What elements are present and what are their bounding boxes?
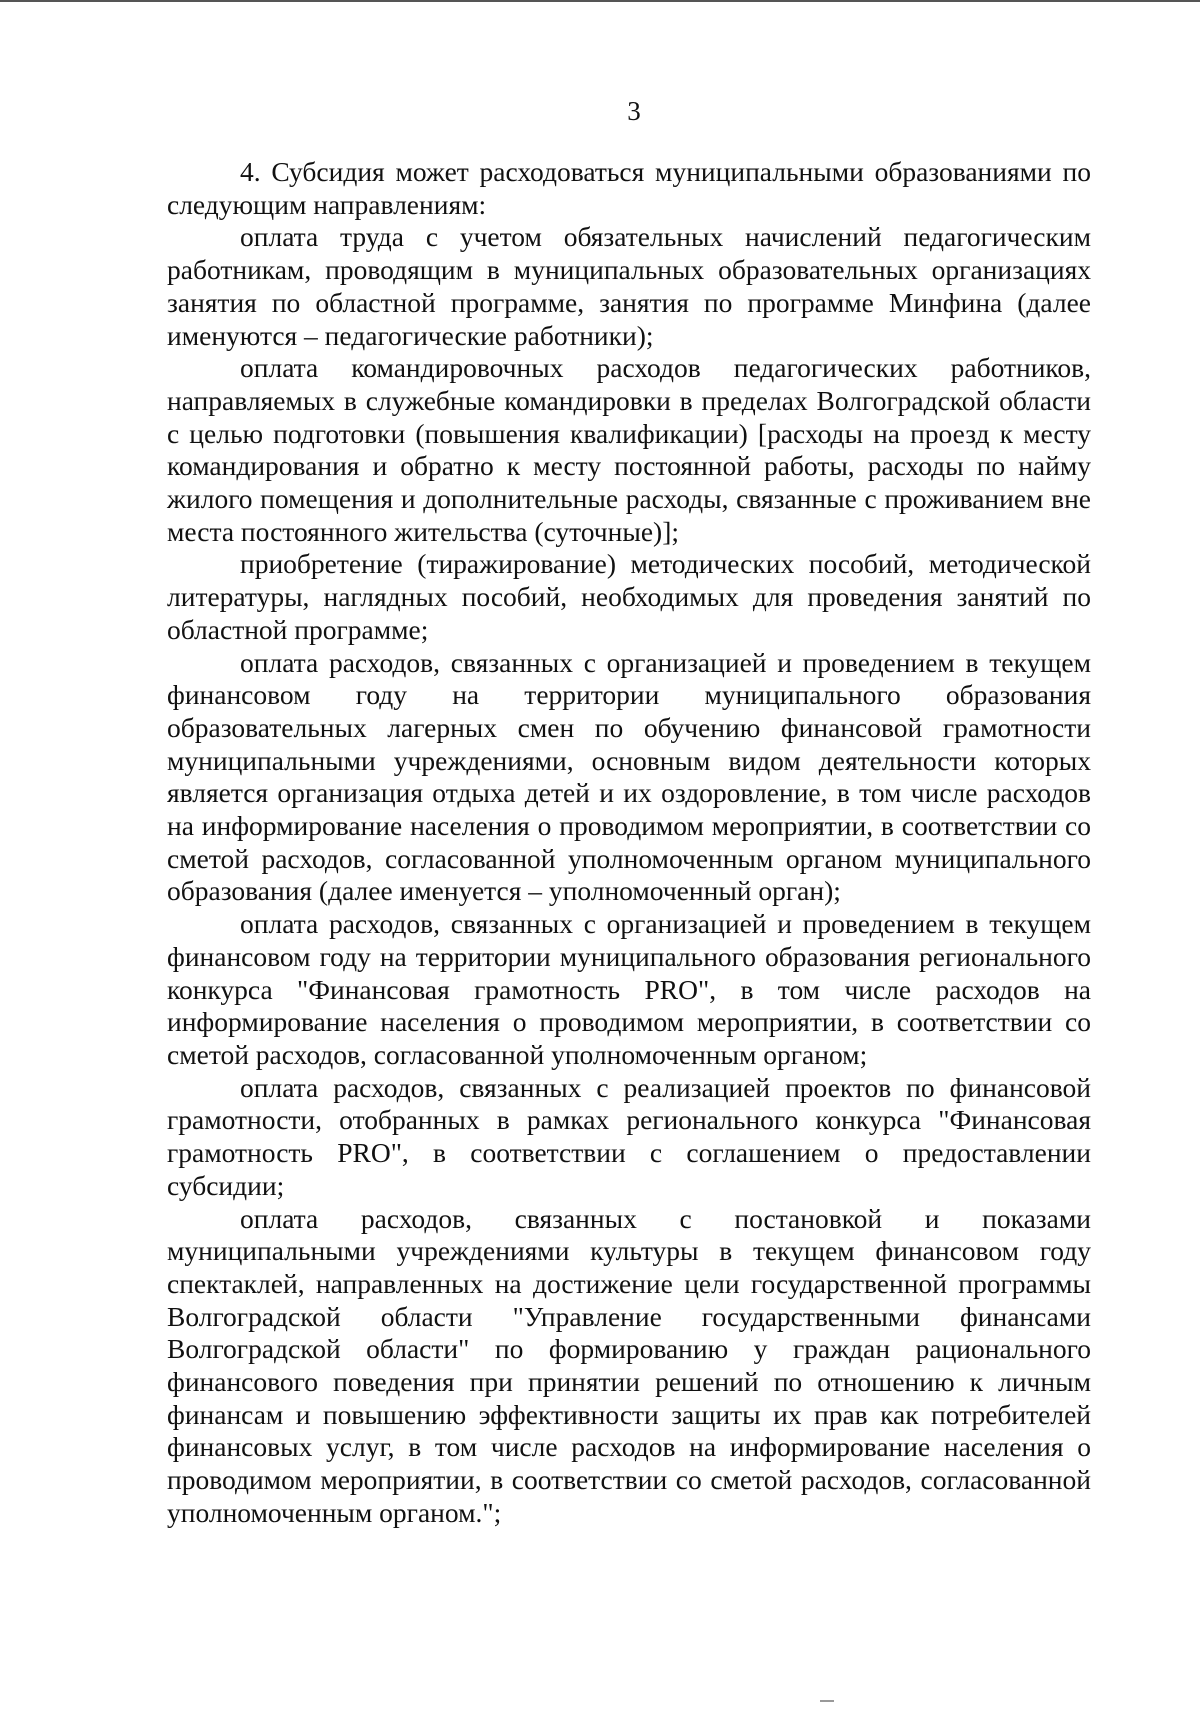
scan-top-edge-line <box>0 0 1200 2</box>
paragraph-camp-shifts: оплата расходов, связанных с организацией и проведением в текущем финансовом году на территории муниципального образования образовательных лагерных смен по обучению финансовой грамотности муниципальными учреждениями, основным видом деятельности которых является организация отдыха детей и их оздоровление, в том числе расходов на информирование населения о проводимом мероприятии, в соответствии со сметой расходов, согласованной уполномоченным органом муниципального образования (далее именуется – уполномоченный орган); <box>167 646 1091 907</box>
paragraph-teacher-salary: оплата труда с учетом обязательных начислений педагогическим работникам, проводящим в муниципальных образовательных организациях занятия по областной программе, занятия по программе Минфина (далее именуются – педагогические работники); <box>167 221 1091 351</box>
paragraph-theatre-performances: оплата расходов, связанных с постановкой и показами муниципальными учреждениями культуры в текущем финансовом году спектаклей, направленных на достижение цели государственной программы Волгоградской области "Управление государственными финансами Волгоградской области" по формированию у граждан рационального финансового поведения при принятии решений по отношению к личным финансам и повышению эффективности защиты их прав как потребителей финансовых услуг, в том числе расходов на информирование населения о проводимом мероприятии, в соответствии со сметой расходов, согласованной уполномоченным органом."; <box>167 1202 1091 1528</box>
scan-artifact-mark <box>820 1700 834 1702</box>
paragraph-methodical-materials: приобретение (тиражирование) методических пособий, методической литературы, наглядных пособий, необходимых для проведения занятий по областной программе; <box>167 548 1091 645</box>
paragraph-subsidy-directions: 4. Субсидия может расходоваться муниципальными образованиями по следующим направлениям: <box>167 156 1091 220</box>
document-body <box>167 156 1091 1530</box>
page-number: 3 <box>627 96 641 126</box>
paragraph-regional-contest: оплата расходов, связанных с организацией и проведением в текущем финансовом году на территории муниципального образования регионального конкурса "Финансовая грамотность PRO", в том числе расходов на информирование населения о проводимом мероприятии, в соответствии со сметой расходов, согласованной уполномоченным органом; <box>167 908 1091 1070</box>
paragraph-business-trip-expenses: оплата командировочных расходов педагогических работников, направляемых в служебные командировки в пределах Волгоградской области с целью подготовки (повышения квалификации) [расходы на проезд к месту командирования и обратно к месту постоянной работы, расходы по найму жилого помещения и дополнительные расходы, связанные с проживанием вне места постоянного жительства (суточные)]; <box>167 352 1091 547</box>
paragraph-contest-projects: оплата расходов, связанных с реализацией проектов по финансовой грамотности, отобранных в рамках регионального конкурса "Финансовая грамотность PRO", в соответствии с соглашением о предоставлении субсидии; <box>167 1071 1091 1201</box>
